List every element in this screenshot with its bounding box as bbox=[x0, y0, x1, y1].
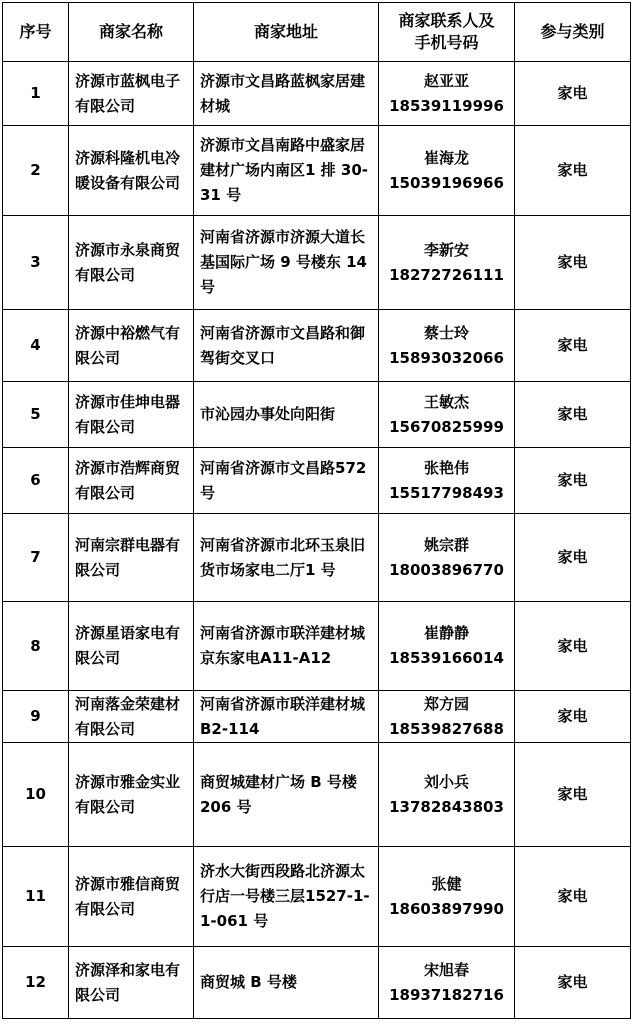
header-no: 序号 bbox=[3, 3, 69, 62]
participation-category: 家电 bbox=[515, 62, 631, 126]
participation-category: 家电 bbox=[515, 310, 631, 382]
participation-category: 家电 bbox=[515, 743, 631, 847]
contact-name: 崔静静 bbox=[423, 624, 469, 642]
row-number: 5 bbox=[3, 382, 69, 448]
table-row bbox=[3, 847, 631, 947]
table-row bbox=[3, 947, 631, 1019]
merchant-address: 河南省济源市联洋建材城 B2-114 bbox=[194, 691, 379, 743]
row-number: 7 bbox=[3, 514, 69, 602]
row-number: 8 bbox=[3, 602, 69, 691]
table-row bbox=[3, 126, 631, 216]
row-number: 11 bbox=[3, 847, 69, 947]
merchant-name: 济源市雅金实业有限公司 bbox=[69, 743, 194, 847]
contact-phone: 13782843803 bbox=[389, 797, 504, 816]
merchant-address: 市沁园办事处向阳街 bbox=[194, 382, 379, 448]
merchant-address: 河南省济源市文昌路和御驾街交叉口 bbox=[194, 310, 379, 382]
merchant-contact bbox=[379, 382, 515, 448]
contact-phone: 15670825999 bbox=[389, 417, 504, 436]
merchant-name: 济源市蓝枫电子有限公司 bbox=[69, 62, 194, 126]
merchant-contact bbox=[379, 691, 515, 743]
contact-phone: 18603897990 bbox=[389, 899, 504, 918]
contact-phone: 18539119996 bbox=[389, 96, 504, 115]
contact-name: 蔡士玲 bbox=[423, 323, 469, 342]
contact-phone: 18539827688 bbox=[389, 719, 504, 738]
table-row bbox=[3, 743, 631, 847]
table-row bbox=[3, 216, 631, 310]
table-body bbox=[3, 62, 631, 1019]
header-contact: 商家联系人及手机号码 bbox=[379, 3, 515, 62]
row-number: 3 bbox=[3, 216, 69, 310]
header-category: 参与类别 bbox=[515, 3, 631, 62]
table-row bbox=[3, 514, 631, 602]
contact-name: 郑方园 bbox=[423, 694, 469, 713]
participation-category: 家电 bbox=[515, 382, 631, 448]
contact-name: 张艳伟 bbox=[423, 458, 469, 477]
merchant-name: 济源星语家电有限公司 bbox=[69, 602, 194, 691]
table-row bbox=[3, 310, 631, 382]
participation-category: 家电 bbox=[515, 216, 631, 310]
merchant-name: 济源市佳坤电器有限公司 bbox=[69, 382, 194, 448]
merchant-name: 河南落金荣建材有限公司 bbox=[69, 691, 194, 743]
merchant-contact bbox=[379, 847, 515, 947]
merchant-contact bbox=[379, 602, 515, 691]
contact-name: 张健 bbox=[431, 874, 462, 893]
contact-phone: 18003896770 bbox=[389, 560, 504, 579]
merchant-contact bbox=[379, 514, 515, 602]
contact-phone: 18539166014 bbox=[389, 649, 504, 667]
row-number: 2 bbox=[3, 126, 69, 216]
merchant-name: 河南宗群电器有限公司 bbox=[69, 514, 194, 602]
participation-category: 家电 bbox=[515, 602, 631, 691]
merchant-name: 济源市浩辉商贸有限公司 bbox=[69, 448, 194, 514]
merchant-address: 济水大街西段路北济源太行店一号楼三层1527-1-1-061 号 bbox=[194, 847, 379, 947]
merchant-contact bbox=[379, 216, 515, 310]
table-header-row bbox=[3, 3, 631, 62]
participation-category: 家电 bbox=[515, 947, 631, 1019]
merchant-address: 济源市文昌南路中盛家居建材广场内南区1 排 30-31 号 bbox=[194, 126, 379, 216]
merchant-name: 济源科隆机电冷暖设备有限公司 bbox=[69, 126, 194, 216]
merchant-address: 河南省济源市联洋建材城京东家电A11-A12 bbox=[194, 602, 379, 691]
row-number: 6 bbox=[3, 448, 69, 514]
contact-name: 刘小兵 bbox=[423, 772, 469, 791]
contact-phone: 15893032066 bbox=[389, 348, 504, 367]
header-name: 商家名称 bbox=[69, 3, 194, 62]
merchant-contact bbox=[379, 947, 515, 1019]
merchant-contact bbox=[379, 62, 515, 126]
row-number: 10 bbox=[3, 743, 69, 847]
merchant-name: 济源市雅信商贸有限公司 bbox=[69, 847, 194, 947]
table-row bbox=[3, 382, 631, 448]
table-row bbox=[3, 62, 631, 126]
merchant-contact bbox=[379, 743, 515, 847]
contact-phone: 18272726111 bbox=[389, 265, 504, 284]
table-row bbox=[3, 691, 631, 743]
contact-name: 宋旭春 bbox=[423, 960, 469, 979]
participation-category: 家电 bbox=[515, 126, 631, 216]
merchant-address: 河南省济源市文昌路572 号 bbox=[194, 448, 379, 514]
contact-name: 李新安 bbox=[423, 240, 469, 259]
participation-category: 家电 bbox=[515, 448, 631, 514]
table-row bbox=[3, 602, 631, 691]
merchant-address: 济源市文昌路蓝枫家居建材城 bbox=[194, 62, 379, 126]
header-address: 商家地址 bbox=[194, 3, 379, 62]
participation-category: 家电 bbox=[515, 847, 631, 947]
contact-phone: 18937182716 bbox=[389, 985, 504, 1004]
merchant-contact bbox=[379, 310, 515, 382]
merchant-address: 商贸城建材广场 B 号楼 206 号 bbox=[194, 743, 379, 847]
row-number: 1 bbox=[3, 62, 69, 126]
table-row bbox=[3, 448, 631, 514]
row-number: 12 bbox=[3, 947, 69, 1019]
merchant-contact bbox=[379, 448, 515, 514]
merchant-table bbox=[2, 2, 631, 1019]
merchant-name: 济源市永泉商贸有限公司 bbox=[69, 216, 194, 310]
merchant-address: 河南省济源市北环玉泉旧货市场家电二厅1 号 bbox=[194, 514, 379, 602]
participation-category: 家电 bbox=[515, 691, 631, 743]
row-number: 4 bbox=[3, 310, 69, 382]
merchant-address: 河南省济源市济源大道长基国际广场 9 号楼东 14 号 bbox=[194, 216, 379, 310]
merchant-name: 济源中裕燃气有限公司 bbox=[69, 310, 194, 382]
merchant-name: 济源泽和家电有限公司 bbox=[69, 947, 194, 1019]
contact-name: 崔海龙 bbox=[423, 148, 469, 167]
contact-name: 姚宗群 bbox=[423, 535, 469, 554]
merchant-address: 商贸城 B 号楼 bbox=[194, 947, 379, 1019]
contact-phone: 15039196966 bbox=[389, 173, 504, 192]
contact-name: 王敏杰 bbox=[423, 392, 469, 411]
merchant-contact bbox=[379, 126, 515, 216]
row-number: 9 bbox=[3, 691, 69, 743]
contact-phone: 15517798493 bbox=[389, 483, 504, 502]
contact-name: 赵亚亚 bbox=[423, 71, 469, 90]
participation-category: 家电 bbox=[515, 514, 631, 602]
